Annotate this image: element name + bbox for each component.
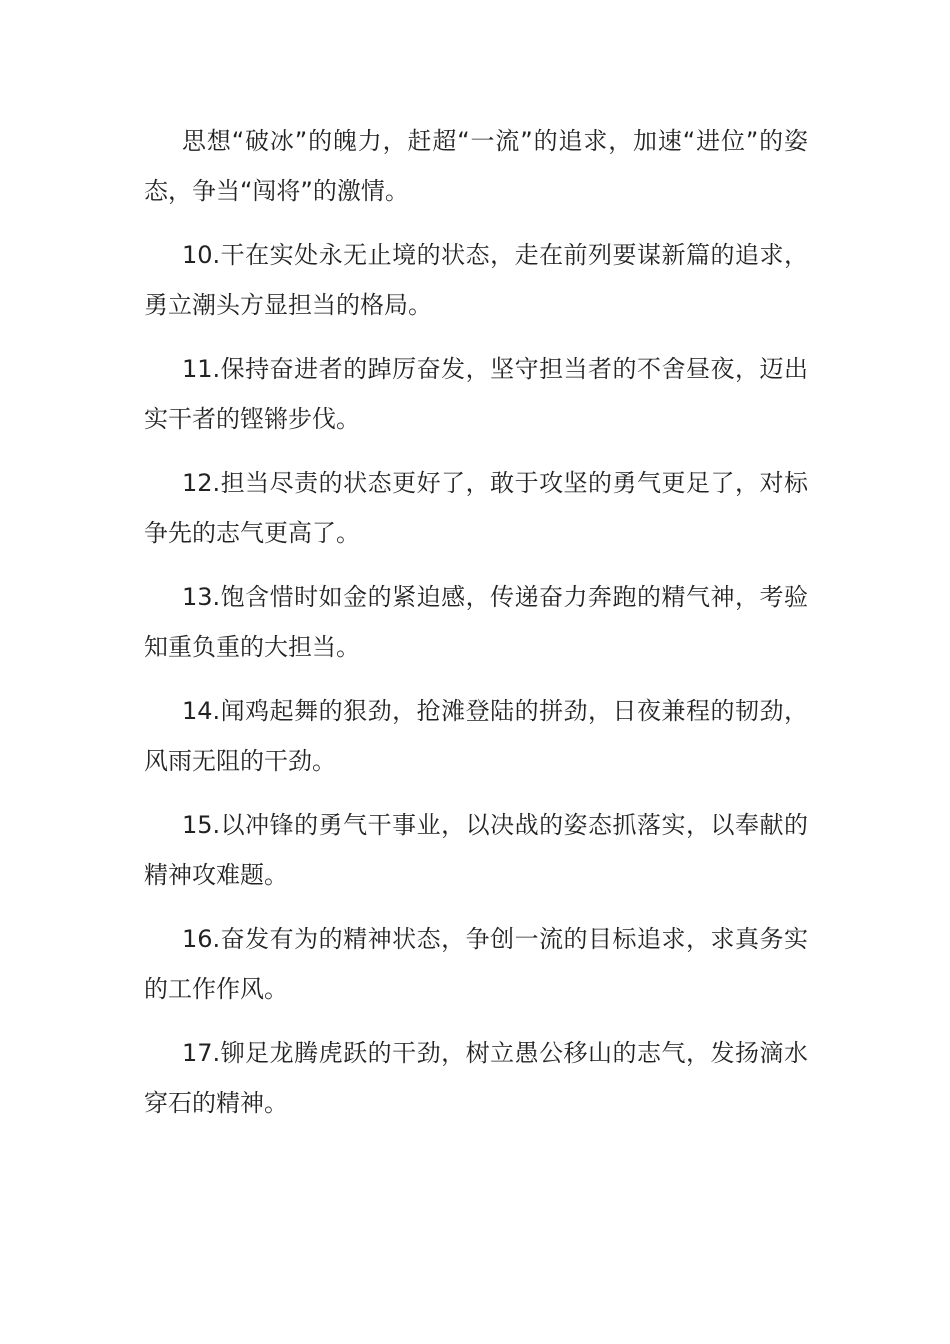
paragraph-4: 12.担当尽责的状态更好了，敢于攻坚的勇气更足了，对标争先的志气更高了。 <box>144 469 808 547</box>
paragraph-1: 思想“破冰”的魄力，赶超“一流”的追求，加速“进位”的姿态，争当“闯将”的激情。 <box>144 127 808 205</box>
paragraph-7: 15.以冲锋的勇气干事业，以决战的姿态抓落实，以奉献的精神攻难题。 <box>144 811 808 889</box>
paragraph-2: 10.干在实处永无止境的状态，走在前列要谋新篇的追求，勇立潮头方显担当的格局。 <box>144 241 808 319</box>
paragraph-3: 11.保持奋进者的踔厉奋发，坚守担当者的不舍昼夜，迈出实干者的铿锵步伐。 <box>144 355 808 433</box>
paragraph-9: 17.铆足龙腾虎跃的干劲，树立愚公移山的志气，发扬滴水穿石的精神。 <box>144 1039 808 1117</box>
paragraph-5: 13.饱含惜时如金的紧迫感，传递奋力奔跑的精气神，考验知重负重的大担当。 <box>144 583 808 661</box>
document-body <box>144 116 808 1142</box>
paragraph-6: 14.闻鸡起舞的狠劲，抢滩登陆的拼劲，日夜兼程的韧劲，风雨无阻的干劲。 <box>144 697 808 775</box>
paragraph-8: 16.奋发有为的精神状态，争创一流的目标追求，求真务实的工作作风。 <box>144 925 808 1003</box>
